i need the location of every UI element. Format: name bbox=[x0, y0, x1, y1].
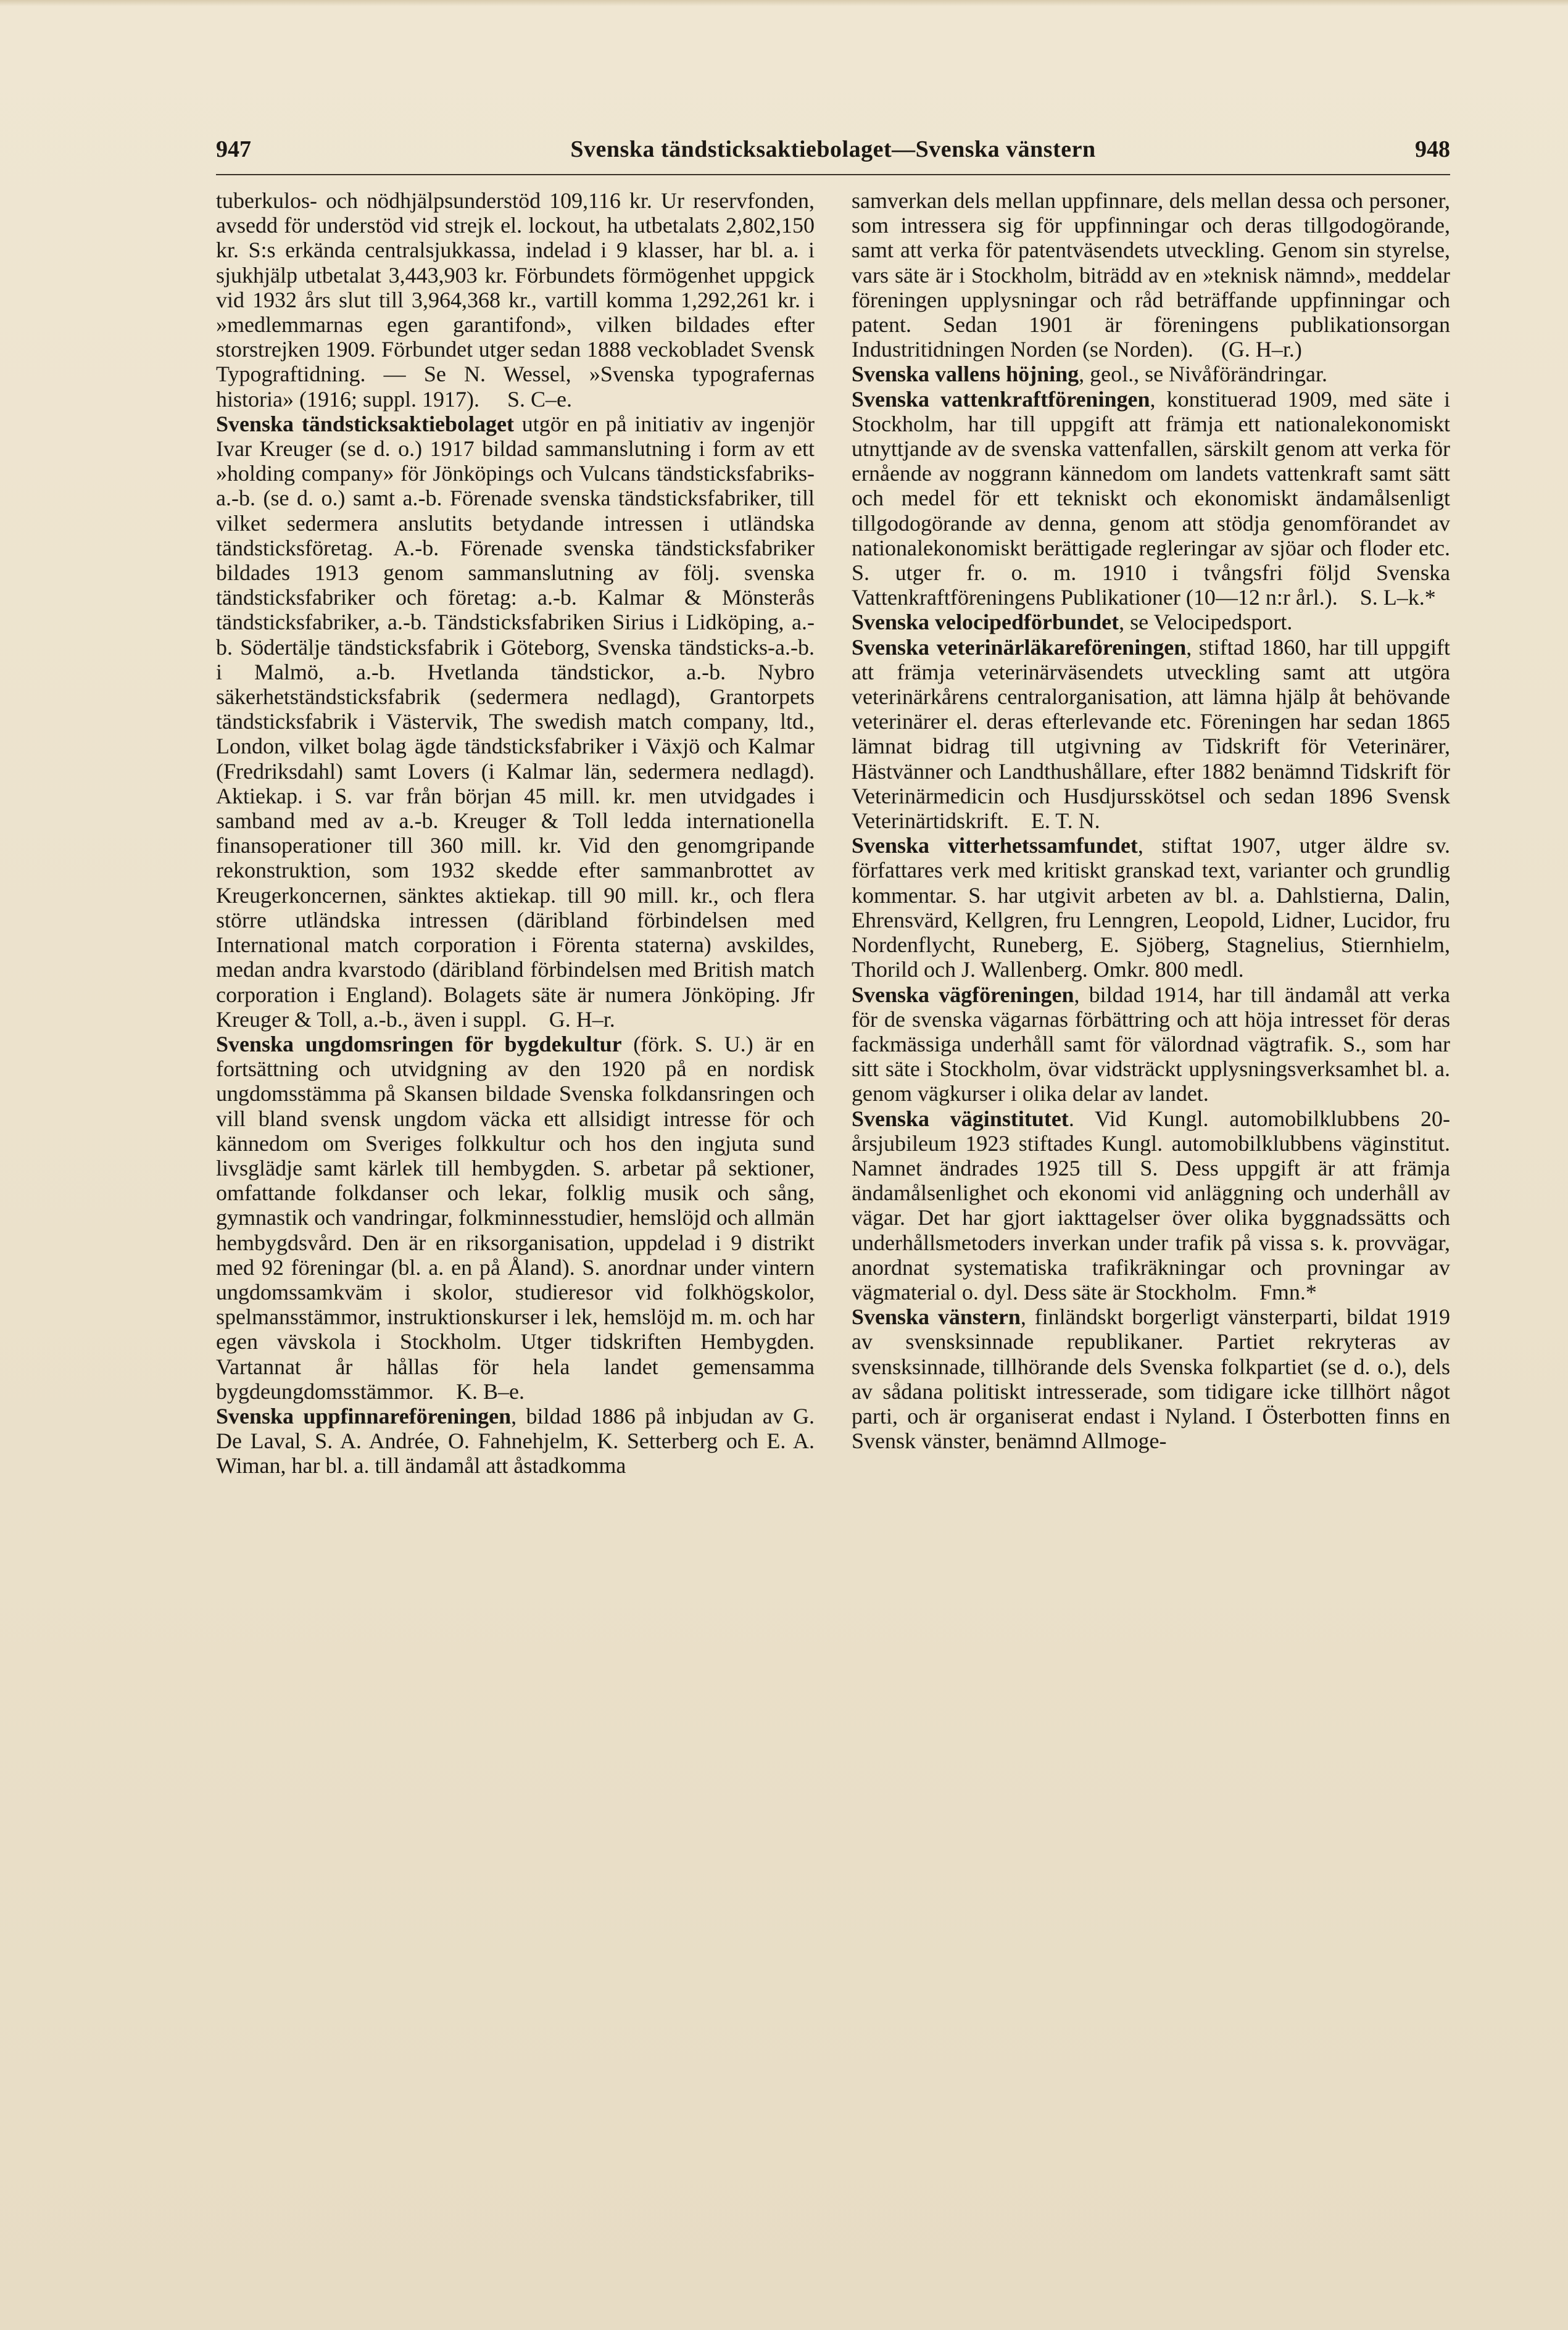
entry-signature: S. C–e. bbox=[507, 386, 572, 412]
entry-text: (förk. S. U.) är en fortsättning och utvidgning av den 1920 på en nordisk ungdomsstämma på Skansen bildade Svenska folkdansringen och vill bland svensk ungdom väcka ett allsidigt intresse för och kännedom om Sveriges folkkultur och hos den ingjuta sund livsglädje samt kärlek till hembygden. S. arbetar på sektioner, omfattande folkdanser och lekar, folklig musik och sång, gymnastik och vandringar, folkminnesstudier, hemslöjd och allmän hembygdsvård. Den är en riksorganisation, uppdelad i 9 distrikt med 92 föreningar (bl. a. en på Åland). S. anordnar under vintern ungdomssamkväm i skolor, studieresor vid folkhögskolor, spelmansstämmor, instruktionskurser i lek, hemslöjd m. m. och har egen vävskola i Stockholm. Utger tidskriften Hembygden. Vartannat år hållas för hela landet gemensamma bygdeungdomsstämmor. bbox=[216, 1031, 815, 1404]
entry-svenska-uppfinnareforeningen bbox=[216, 1404, 815, 1478]
entry-svenska-vitterhetssamfundet bbox=[852, 833, 1450, 982]
page-number-left: 947 bbox=[216, 136, 251, 162]
entry-headword: Svenska veterinärläkareföreningen bbox=[852, 634, 1187, 660]
entry-signature: K. B–e. bbox=[456, 1379, 525, 1404]
running-header bbox=[216, 136, 1450, 173]
running-title: Svenska tändsticksaktiebolaget—Svenska vänstern bbox=[570, 136, 1096, 162]
entry-headword: Svenska vallens höjning bbox=[852, 362, 1079, 387]
entry-text: , bildad 1886 på inbjudan av G. De Laval, S. A. Andrée, O. Fahnehjelm, K. Setterberg och E. A. Wiman, har bl. a. till ändamål att åstadkomma bbox=[216, 1403, 815, 1478]
header-rule bbox=[216, 174, 1450, 175]
entry-text: , geol., se Nivåförändringar. bbox=[1079, 362, 1327, 387]
entry-text: , se Velocipedsport. bbox=[1119, 610, 1293, 635]
entry-text: . Vid Kungl. automobilklubbens 20-årsjubileum 1923 stiftades Kungl. automobilklubbens väginstitut. Namnet ändrades 1925 till S. Dess uppgift är att främja ändamålsenlighet och ekonomi vid anläggning och underhåll av vägar. Det har gjort iakttagelser över olika byggnadssätts och underhållsmetoders inverkan under trafik på vissa s. k. provvägar, anordnat systematiska trafikräkningar och provningar av vägmaterial o. dyl. Dess säte är Stockholm. bbox=[852, 1106, 1451, 1304]
entry-signature: Fmn.* bbox=[1259, 1279, 1317, 1304]
entry-svenska-vattenkraftforeningen bbox=[852, 387, 1450, 610]
entry-svenska-vallens-hojning bbox=[852, 362, 1450, 386]
entry-svenska-vagforeningen bbox=[852, 982, 1450, 1106]
entry-signature: G. H–r. bbox=[549, 1006, 615, 1032]
entry-continuation bbox=[852, 188, 1450, 362]
page-number-right: 948 bbox=[1415, 136, 1450, 162]
entry-svenska-vaginstitutet bbox=[852, 1106, 1450, 1305]
entry-svenska-velocipedforbundet bbox=[852, 610, 1450, 634]
entry-text: , stiftad 1860, har till uppgift att främja veterinärväsendets utveckling samt att utgöra veterinärkårens centralorganisation, att lämna hjälp åt behövande veterinärer el. deras efterlevande etc. Föreningen har sedan 1865 lämnat bidrag till utgivning av Tidskrift för Veterinärer, Hästvänner och Landthushållare, efter 1882 benämnd Tidskrift för Veterinärmedicin och Husdjursskötsel och sedan 1896 Svensk Veterinärtidskrift. bbox=[852, 634, 1450, 834]
entry-svenska-veterinarlakareforeningen bbox=[852, 635, 1450, 834]
entry-headword: Svenska tändsticksaktiebolaget bbox=[216, 411, 514, 436]
entry-signature: (G. H–r.) bbox=[1221, 337, 1302, 362]
entry-text: tuberkulos- och nödhjälpsunderstöd 109,116 kr. Ur reservfonden, avsedd för understöd vid strejk el. lockout, ha utbetalats 2,802,150 kr. S:s erkända centralsjukkassa, indelad i 9 klasser, har bl. a. i sjukhjälp utbetalat 3,443,903 kr. Förbundets förmögenhet uppgick vid 1932 års slut till 3,964,368 kr., vartill komma 1,292,261 kr. i »medlemmarnas egen garantifond», vilken bildades efter storstrejken 1909. Förbundet utger sedan 1888 veckobladet Svensk Typograftidning. — Se N. Wessel, »Svenska typografernas historia» (1916; suppl. 1917). bbox=[216, 188, 815, 412]
entry-signature: S. L–k.* bbox=[1359, 585, 1436, 610]
entry-headword: Svenska uppfinnareföreningen bbox=[216, 1403, 512, 1428]
entry-continuation bbox=[216, 188, 815, 412]
entry-svenska-tandsticksaktiebolaget bbox=[216, 412, 815, 1032]
entry-text: , stiftat 1907, utger äldre sv. författares verk med kritiskt granskad text, varianter och grundlig kommentar. S. har utgivit arbeten av bl. a. Dahlstierna, Dalin, Ehrensvärd, Kellgren, fru Lenngren, Leopold, Lidner, Lucidor, fru Nordenflycht, Runeberg, E. Sjöberg, Stagnelius, Stiernhielm, Thorild och J. Wallenberg. Omkr. 800 medl. bbox=[852, 833, 1450, 982]
entry-headword: Svenska vitterhetssamfundet bbox=[852, 833, 1138, 858]
entry-text: , bildad 1914, har till ändamål att verka för de svenska vägarnas förbättring och att höja intresset för deras fackmässiga underhåll samt för välordnad vägtrafik. S., som har sitt säte i Stockholm, övar vidsträckt upplysningsverksamhet bl. a. genom vägkurser i olika delar av landet. bbox=[852, 982, 1450, 1106]
left-column bbox=[216, 188, 815, 1478]
right-column bbox=[852, 188, 1450, 1453]
entry-text: samverkan dels mellan uppfinnare, dels mellan dessa och personer, som intressera sig för uppfinningar och deras tillgodogörande, samt att verka för patentväsendets utveckling. Genom sin styrelse, vars säte är i Stockholm, biträdd av en »teknisk nämnd», meddelar föreningen upplysningar och råd beträffande uppfinningar och patent. Sedan 1901 är föreningens publikationsorgan Industritidningen Norden (se Norden). bbox=[852, 188, 1450, 362]
entry-headword: Svenska vägföreningen bbox=[852, 982, 1074, 1007]
entry-text: , finländskt borgerligt vänsterparti, bildat 1919 av svensksinnade republikaner. Partiet rekryteras av svensksinnade, tillhörande dels Svenska folkpartiet (se d. o.), dels av sådana politiskt intresserade, som tidigare icke tillhört något parti, och är organiserat endast i Nyland. I Österbotten finns en Svensk vänster, benämnd Allmoge- bbox=[852, 1304, 1450, 1454]
entry-text: , konstituerad 1909, med säte i Stockholm, har till uppgift att främja ett nationalekonomiskt utnyttjande av de svenska vattenfallen, särskilt genom att verka för ernående av noggrann kännedom om landets vattenkraft samt sätt och medel för ett tekniskt och ekonomiskt ändamålsenligt tillgodogörande av denna, genom att stödja genomförandet av nationalekonomiskt berättigade regleringar av sjöar och floder etc. S. utger fr. o. m. 1910 i tvångsfri följd Svenska Vattenkraftföreningens Publikationer (10—12 n:r årl.). bbox=[852, 386, 1450, 610]
entry-headword: Svenska väginstitutet bbox=[852, 1106, 1069, 1131]
entry-text: utgör en på initiativ av ingenjör Ivar Kreuger (se d. o.) 1917 bildad sammanslutning i form av ett »holding company» för Jönköpings och Vulcans tändsticksfabriks-a.-b. (se d. o.) samt a.-b. Förenade svenska tändsticksfabriker, till vilket sedermera anslutits betydande intressen i utländska tändsticksföretag. A.-b. Förenade svenska tändsticksfabriker bildades 1913 genom sammanslutning av följ. svenska tändsticksfabriker och företag: a.-b. Kalmar & Mönsterås tändsticksfabriker, a.-b. Tändsticksfabriken Sirius i Lidköping, a.-b. Södertälje tändsticksfabrik i Göteborg, Svenska tändsticks-a.-b. i Malmö, a.-b. Hvetlanda tändstickor, a.-b. Nybro säkerhetständsticksfabrik (sedermera nedlagd), Grantorpets tändsticksfabrik i Västervik, The swedish match company, ltd., London, vilket bolag ägde tändsticksfabriker i Växjö och Kalmar (Fredriksdahl) samt Lovers (i Kalmar län, sedermera nedlagd). Aktiekap. i S. var från början 45 mill. kr. men utvidgades i samband med av a.-b. Kreuger & Toll ledda internationella finansoperationer till 360 mill. kr. Vid den genomgripande rekonstruktion, som 1932 skedde efter sammanbrottet av Kreugerkoncernen, sänktes aktiekap. till 90 mill. kr., och flera större utländska intressen (däribland förbindelsen med International match corporation i Förenta staterna) avskildes, medan andra kvarstodo (däribland förbindelsen med British match corporation i England). Bolagets säte är numera Jönköping. Jfr Kreuger & Toll, a.-b., även i suppl. bbox=[216, 411, 815, 1032]
page-edge bbox=[0, 0, 1568, 6]
entry-headword: Svenska velocipedförbundet bbox=[852, 610, 1119, 635]
entry-svenska-ungdomsringen bbox=[216, 1032, 815, 1404]
entry-svenska-vanstern bbox=[852, 1304, 1450, 1453]
entry-headword: Svenska vattenkraftföreningen bbox=[852, 386, 1150, 412]
entry-headword: Svenska ungdomsringen för bygdekultur bbox=[216, 1031, 622, 1056]
entry-signature: E. T. N. bbox=[1031, 808, 1100, 834]
entry-headword: Svenska vänstern bbox=[852, 1304, 1021, 1330]
